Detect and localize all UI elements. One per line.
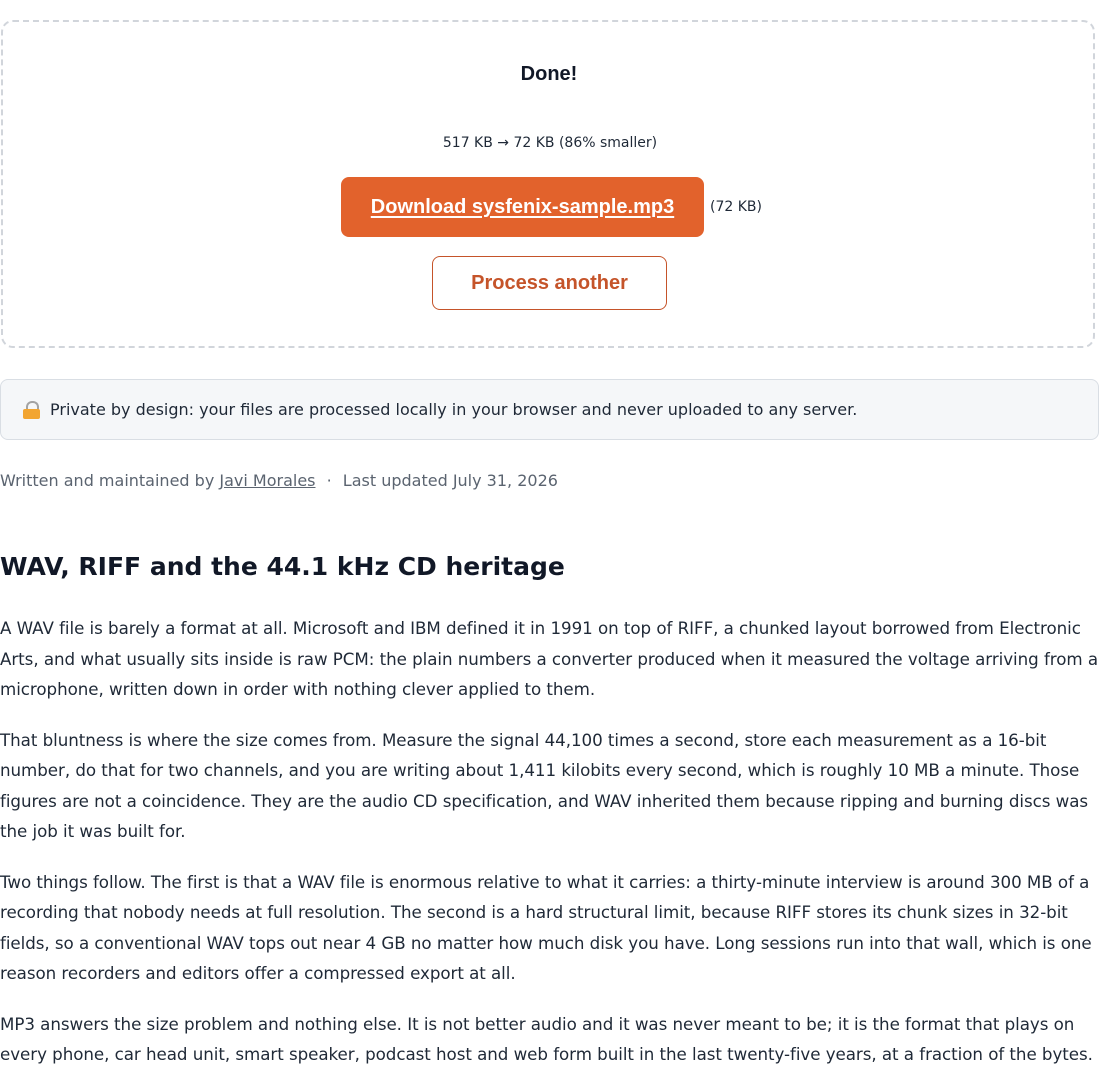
byline-separator: ·	[326, 471, 332, 490]
privacy-text: Private by design: your files are processed locally in your browser and never uploaded to any server.	[50, 400, 858, 419]
article-heading: WAV, RIFF and the 44.1 kHz CD heritage	[0, 552, 565, 581]
article-paragraph: MP3 answers the size problem and nothing else. It is not better audio and it was never meant to be; it is the format that plays on every phone, car head unit, smart speaker, podcast host and web form built in the last twenty-five years, at a fraction of the bytes.	[0, 1013, 1093, 1064]
byline-prefix: Written and maintained by	[0, 471, 215, 490]
status-title: Done!	[520, 63, 578, 85]
last-updated: Last updated July 31, 2026	[342, 471, 558, 490]
size-summary: 517 KB → 72 KB (86% smaller)	[442, 135, 658, 151]
byline	[0, 471, 558, 490]
process-another-button[interactable]: Process another	[432, 256, 667, 310]
article-paragraph: That bluntness is where the size comes from. Measure the signal 44,100 times a second, store each measurement as a 16-bit number, do that for two channels, and you are writing about 1,411 kilobits every second, which is roughly 10 MB a minute. Those figures are not a coincidence. They are the audio CD specification, and WAV inherited them because ripping and burning discs was the job it was built for.	[0, 729, 1089, 841]
download-size: (72 KB)	[710, 199, 762, 215]
article-paragraph: Two things follow. The first is that a WAV file is enormous relative to what it carries: a thirty-minute interview is around 300 MB of a recording that nobody needs at full resolution. The second is a hard structural limit, because RIFF stores its chunk sizes in 32-bit fields, so a conventional WAV tops out near 4 GB no matter how much disk you have. Long sessions run into that wall, which is one reason recorders and editors offer a compressed export at all.	[0, 871, 1092, 983]
download-row	[341, 177, 762, 237]
download-button[interactable]: Download sysfenix-sample.mp3	[341, 177, 704, 237]
article-body	[0, 613, 1100, 1090]
privacy-notice	[0, 379, 1099, 440]
lock-icon	[23, 401, 40, 419]
author-link[interactable]: Javi Morales	[219, 471, 316, 490]
article-paragraph: A WAV file is barely a format at all. Microsoft and IBM defined it in 1991 on top of RIFF, a chunked layout borrowed from Electronic Arts, and what usually sits inside is raw PCM: the plain numbers a converter produced when it measured the voltage arriving from a microphone, written down in order with nothing clever applied to them.	[0, 618, 1099, 699]
